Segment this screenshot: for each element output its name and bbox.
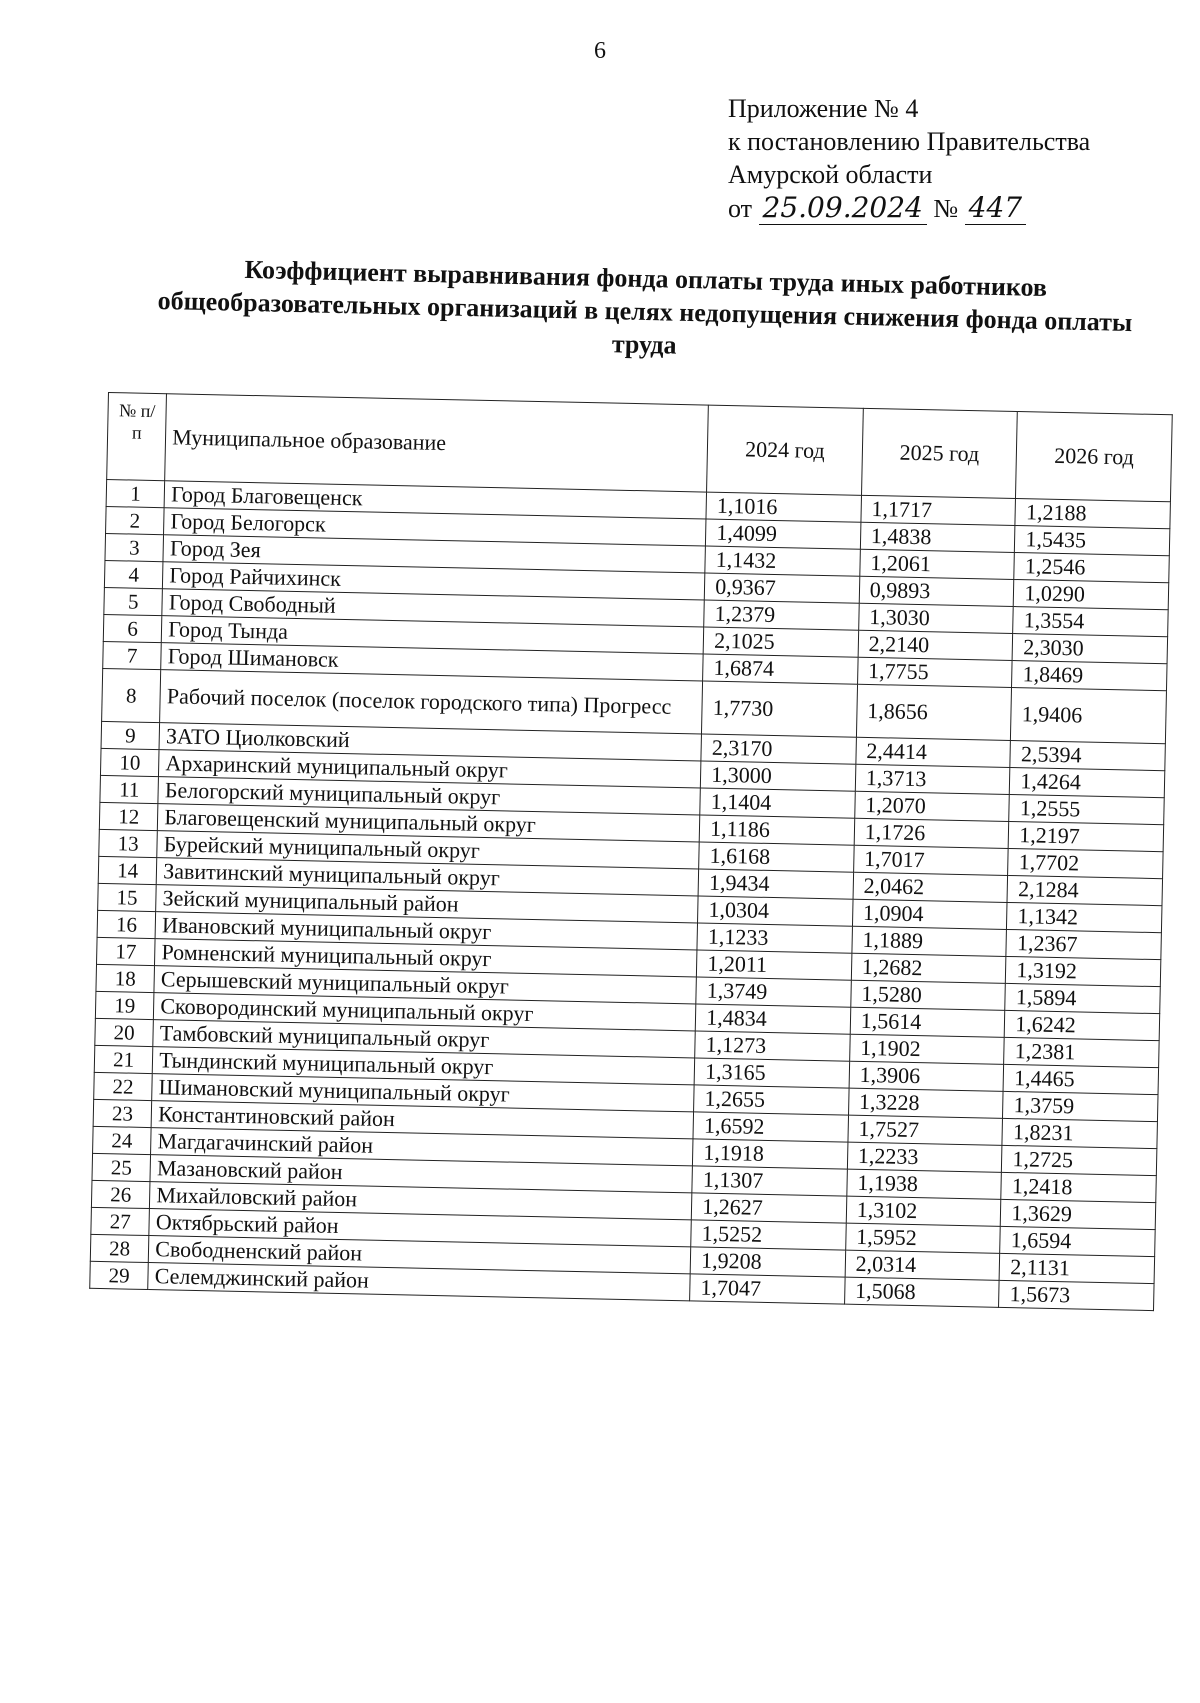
cell-num: 19: [95, 991, 154, 1019]
cell-2025: 1,3030: [858, 603, 1013, 633]
cell-2024: 2,3170: [701, 734, 856, 764]
cell-2024: 1,6592: [693, 1112, 848, 1142]
cell-num: 29: [90, 1261, 149, 1289]
cell-name: Зейский муниципальный район: [156, 885, 698, 923]
cell-2026: 1,4465: [1003, 1064, 1158, 1094]
page-number: 6: [594, 38, 606, 64]
cell-num: 5: [104, 587, 163, 615]
cell-2024: 1,2379: [704, 600, 859, 630]
cell-2026: 1,0290: [1014, 580, 1169, 610]
cell-name: Шимановский муниципальный округ: [152, 1074, 694, 1112]
cell-num: 7: [103, 641, 162, 669]
cell-2025: 1,1889: [852, 926, 1007, 956]
cell-name: Архаринский муниципальный округ: [159, 750, 701, 788]
cell-2024: 1,7047: [690, 1274, 845, 1304]
cell-2025: 1,4838: [860, 522, 1015, 552]
cell-num: 21: [94, 1045, 153, 1073]
number-prefix: №: [933, 194, 959, 223]
cell-2024: 1,4099: [706, 519, 861, 549]
cell-num: 6: [103, 614, 162, 642]
cell-2026: 1,9406: [1011, 687, 1167, 743]
cell-2026: 1,5673: [999, 1280, 1154, 1310]
cell-2025: 1,3713: [855, 764, 1010, 794]
cell-name: Город Тында: [161, 616, 703, 654]
cell-2025: 1,5614: [850, 1007, 1005, 1037]
cell-2026: 2,1284: [1007, 875, 1162, 905]
cell-num: 13: [99, 829, 158, 857]
cell-2024: 1,1016: [706, 492, 861, 522]
cell-2025: 1,1938: [847, 1169, 1002, 1199]
cell-name: Город Шимановск: [161, 643, 703, 681]
cell-2025: 2,2140: [858, 630, 1013, 660]
cell-name: Ромненский муниципальный округ: [155, 939, 697, 977]
appendix-region: Амурской области: [728, 160, 933, 189]
cell-2024: 1,1307: [692, 1166, 847, 1196]
cell-2025: 1,1717: [861, 495, 1016, 525]
cell-2024: 1,1404: [700, 788, 855, 818]
cell-2025: 0,9893: [859, 576, 1014, 606]
cell-2026: 1,7702: [1008, 848, 1163, 878]
cell-num: 23: [93, 1099, 152, 1127]
cell-num: 26: [91, 1180, 150, 1208]
cell-name: Рабочий поселок (поселок городского типа) Прогресс: [160, 670, 703, 734]
cell-num: 24: [93, 1126, 152, 1154]
cell-2024: 1,6168: [699, 842, 854, 872]
cell-2025: 2,4414: [856, 737, 1011, 767]
cell-name: Благовещенский муниципальный округ: [158, 804, 700, 842]
cell-2026: 1,6242: [1005, 1010, 1160, 1040]
cell-num: 15: [98, 883, 157, 911]
cell-2026: 1,3629: [1001, 1199, 1156, 1229]
cell-name: Тамбовский муниципальный округ: [153, 1020, 695, 1058]
cell-2026: 1,2188: [1015, 499, 1170, 529]
cell-2025: 1,8656: [856, 684, 1012, 740]
cell-2026: 1,3759: [1003, 1091, 1158, 1121]
cell-2024: 1,4834: [695, 1004, 850, 1034]
cell-name: Серышевский муниципальный округ: [154, 966, 696, 1004]
cell-name: Свободненский район: [149, 1236, 691, 1274]
cell-num: 27: [91, 1207, 150, 1235]
cell-num: 10: [100, 748, 159, 776]
header-2025: 2025 год: [861, 408, 1017, 498]
cell-2026: 1,3554: [1013, 607, 1168, 637]
cell-2026: 1,6594: [1000, 1226, 1155, 1256]
cell-2025: 1,5952: [845, 1223, 1000, 1253]
header-num: № п/п: [107, 393, 167, 481]
cell-2024: 1,1233: [697, 923, 852, 953]
cell-name: Ивановский муниципальный округ: [155, 912, 697, 950]
appendix-number: Приложение № 4: [728, 94, 919, 123]
cell-2024: 1,2627: [691, 1193, 846, 1223]
cell-name: Селемджинский район: [148, 1263, 690, 1301]
cell-2024: 1,1918: [693, 1139, 848, 1169]
cell-num: 9: [101, 721, 160, 749]
cell-2025: 1,1902: [849, 1034, 1004, 1064]
cell-2026: 1,2725: [1002, 1145, 1157, 1175]
appendix-resolution: к постановлению Правительства: [728, 127, 1091, 156]
header-2024: 2024 год: [707, 405, 863, 495]
cell-2025: 1,2682: [851, 953, 1006, 983]
cell-name: ЗАТО Циолковский: [159, 723, 701, 761]
cell-num: 11: [100, 775, 159, 803]
cell-num: 12: [99, 802, 158, 830]
cell-name: Завитинский муниципальный округ: [156, 858, 698, 896]
cell-2024: 1,6874: [703, 654, 858, 684]
cell-2026: 1,5435: [1015, 526, 1170, 556]
cell-2024: 1,0304: [698, 896, 853, 926]
appendix-header: [728, 92, 1090, 225]
cell-name: Константиновский район: [151, 1101, 693, 1139]
document-title: Коэффициент выравнивания фонда оплаты труда иных работников общеобразовательных организаций в целях недопущения снижения фонда оплаты труда: [157, 254, 1133, 360]
cell-2024: 1,3000: [701, 761, 856, 791]
cell-2026: 1,1342: [1007, 902, 1162, 932]
cell-2026: 1,8469: [1012, 660, 1167, 690]
cell-name: Магдагачинский район: [151, 1128, 693, 1166]
cell-2026: 1,2555: [1009, 794, 1164, 824]
cell-2024: 1,9434: [698, 869, 853, 899]
cell-name: Город Свободный: [162, 589, 704, 627]
cell-2025: 2,0314: [845, 1250, 1000, 1280]
cell-2024: 1,2655: [694, 1085, 849, 1115]
cell-name: Октябрьский район: [149, 1209, 691, 1247]
cell-name: Сковородинский муниципальный округ: [154, 993, 696, 1031]
cell-2026: 2,5394: [1010, 740, 1165, 770]
cell-2025: 1,3906: [849, 1061, 1004, 1091]
cell-num: 14: [98, 856, 157, 884]
handwritten-date: 25.09.2024: [759, 191, 927, 225]
cell-2026: 1,2367: [1006, 929, 1161, 959]
cell-2024: 1,1273: [695, 1031, 850, 1061]
cell-name: Город Райчихинск: [163, 562, 705, 600]
cell-num: 3: [105, 533, 164, 561]
cell-name: Город Белогорск: [164, 508, 706, 546]
coefficient-table: [89, 392, 1173, 1311]
cell-name: Город Благовещенск: [164, 481, 706, 519]
cell-2026: 1,2546: [1014, 553, 1169, 583]
cell-2025: 1,5068: [844, 1277, 999, 1307]
cell-2025: 1,0904: [852, 899, 1007, 929]
cell-num: 8: [102, 668, 161, 722]
cell-num: 16: [97, 910, 156, 938]
cell-2024: 0,9367: [704, 573, 859, 603]
header-2026: 2026 год: [1016, 412, 1172, 502]
cell-num: 28: [90, 1234, 149, 1262]
cell-2026: 1,5894: [1005, 983, 1160, 1013]
cell-2024: 1,2011: [697, 950, 852, 980]
cell-2026: 1,2381: [1004, 1037, 1159, 1067]
cell-2026: 1,2418: [1001, 1172, 1156, 1202]
cell-2026: 2,3030: [1012, 634, 1167, 664]
cell-2026: 1,2197: [1008, 821, 1163, 851]
cell-2026: 1,3192: [1006, 956, 1161, 986]
cell-2025: 2,0462: [853, 872, 1008, 902]
cell-2024: 1,7730: [702, 681, 858, 737]
cell-num: 1: [106, 479, 165, 507]
cell-name: Бурейский муниципальный округ: [157, 831, 699, 869]
cell-2026: 2,1131: [999, 1253, 1154, 1283]
coefficient-table-wrapper: [89, 392, 1173, 1311]
cell-num: 22: [94, 1072, 153, 1100]
appendix-date-line: [728, 191, 1090, 225]
handwritten-number: 447: [965, 191, 1026, 225]
cell-2025: 1,7527: [848, 1115, 1003, 1145]
cell-num: 18: [96, 964, 155, 992]
cell-2024: 1,3749: [696, 977, 851, 1007]
header-name: Муниципальное образование: [165, 394, 709, 492]
cell-2024: 1,1186: [699, 815, 854, 845]
cell-2025: 1,7017: [853, 845, 1008, 875]
date-prefix: от: [728, 194, 753, 223]
cell-2025: 1,2070: [855, 791, 1010, 821]
cell-2024: 1,3165: [694, 1058, 849, 1088]
cell-num: 17: [97, 937, 156, 965]
cell-2025: 1,7755: [857, 657, 1012, 687]
cell-2025: 1,2061: [860, 549, 1015, 579]
cell-num: 2: [106, 506, 165, 534]
cell-2025: 1,3228: [848, 1088, 1003, 1118]
cell-2025: 1,5280: [851, 980, 1006, 1010]
cell-name: Михайловский район: [150, 1182, 692, 1220]
cell-2024: 1,9208: [690, 1247, 845, 1277]
cell-2024: 1,5252: [691, 1220, 846, 1250]
cell-name: Мазановский район: [150, 1155, 692, 1193]
cell-num: 4: [104, 560, 163, 588]
cell-2024: 2,1025: [703, 627, 858, 657]
cell-2026: 1,4264: [1010, 767, 1165, 797]
cell-2025: 1,2233: [847, 1142, 1002, 1172]
cell-name: Город Зея: [163, 535, 705, 573]
cell-2026: 1,8231: [1002, 1118, 1157, 1148]
cell-2025: 1,3102: [846, 1196, 1001, 1226]
cell-num: 20: [95, 1018, 154, 1046]
cell-2024: 1,1432: [705, 546, 860, 576]
cell-num: 25: [92, 1153, 151, 1181]
cell-2025: 1,1726: [854, 818, 1009, 848]
cell-name: Тындинский муниципальный округ: [152, 1047, 694, 1085]
cell-name: Белогорский муниципальный округ: [158, 777, 700, 815]
